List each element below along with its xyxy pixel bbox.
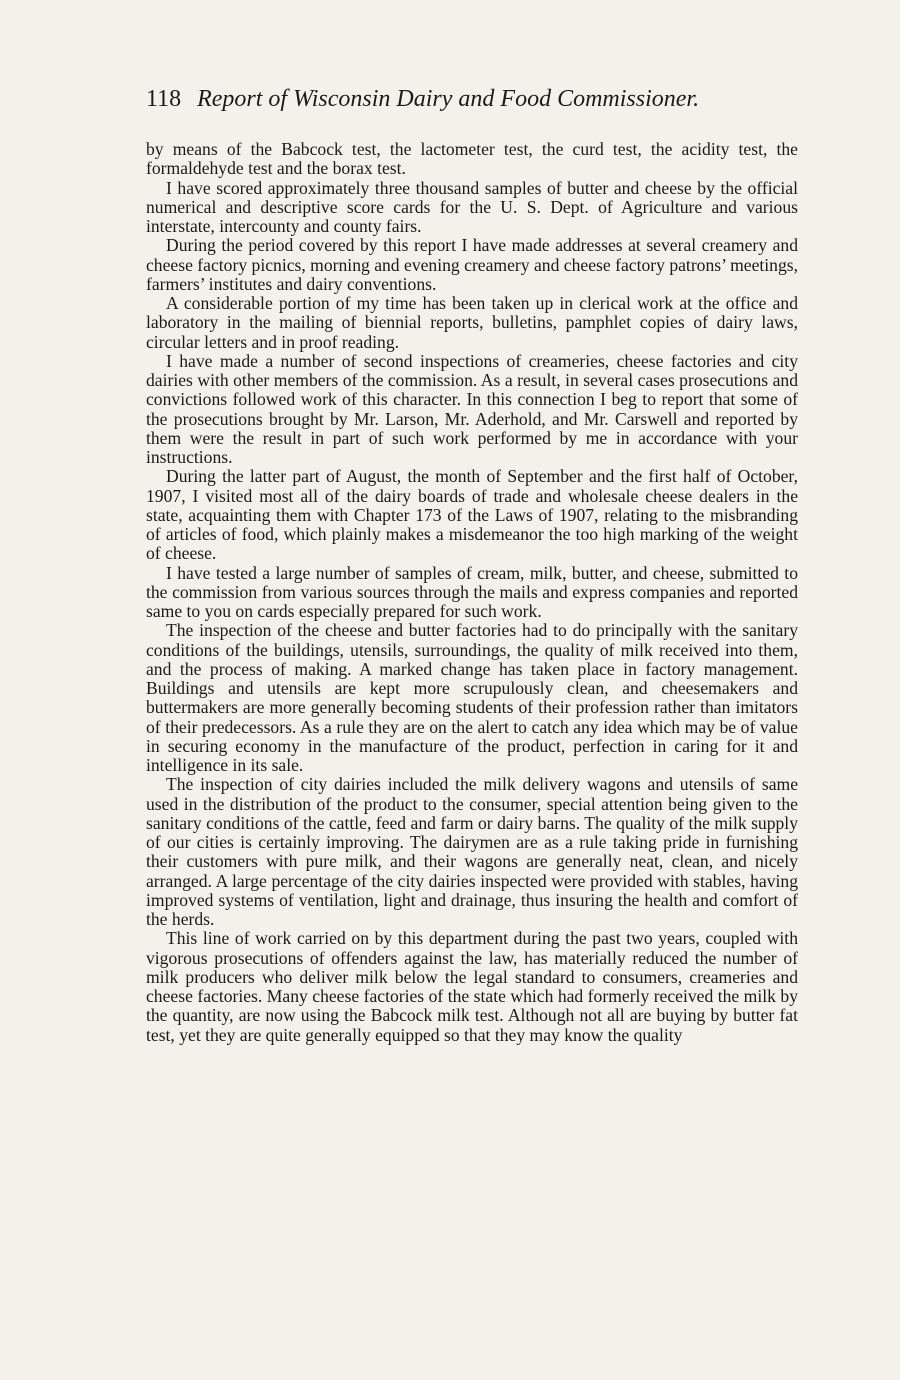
running-title: Report of Wisconsin Dairy and Food Commissioner. bbox=[197, 86, 700, 112]
paragraph: by means of the Babcock test, the lactometer test, the curd test, the acidity test, the formaldehyde test and the borax test. bbox=[146, 139, 798, 179]
paragraph: The inspection of the cheese and butter factories had to do principally with the sanitary conditions of the buildings, utensils, surroundings, the quality of milk received into them, and the process of making. A marked change has taken place in factory management. Buildings and utensils are kept more scrupulously clean, and cheesemakers and buttermakers are more generally becoming students of their profession rather than imitators of their predecessors. As a rule they are on the alert to catch any idea which may be of value in securing economy in the manufacture of the product, perfection in caring for it and intelligence in its sale. bbox=[146, 620, 798, 775]
paragraph: During the latter part of August, the month of September and the first half of October, 1907, I visited most all of the dairy boards of trade and wholesale cheese dealers in the state, acquainting them with Chapter 173 of the Laws of 1907, relating to the misbranding of articles of food, which plainly makes a misdemeanor the too high marking of the weight of cheese. bbox=[146, 466, 798, 564]
paragraph: I have made a number of second inspections of creameries, cheese factories and city dairies with other members of the commission. As a result, in several cases prosecutions and convictions followed work of this character. In this connection I beg to report that some of the prosecutions brought by Mr. Larson, Mr. Aderhold, and Mr. Carswell and reported by them were the result in part of such work performed by me in accordance with your instructions. bbox=[146, 350, 798, 467]
paragraph: This line of work carried on by this department during the past two years, coupled with vigorous prosecutions of offenders against the law, has materially reduced the number of milk producers who deliver milk below the legal standard to consumers, creameries and cheese factories. Many cheese factories of the state which had formerly received the milk by the quantity, are now using the Babcock milk test. Although not all are buying by butter fat test, yet they are quite generally equipped so that they may know the quality bbox=[146, 928, 798, 1045]
body-text bbox=[146, 140, 798, 1045]
paragraph: I have scored approximately three thousand samples of butter and cheese by the official numerical and descriptive score cards for the U. S. Dept. of Agriculture and various interstate, intercounty and county fairs. bbox=[146, 177, 798, 236]
paragraph: A considerable portion of my time has been taken up in clerical work at the office and laboratory in the mailing of biennial reports, bulletins, pamphlet copies of dairy laws, circular letters and in proof reading. bbox=[146, 293, 798, 352]
page-number: 118 bbox=[146, 86, 182, 112]
running-header bbox=[146, 84, 806, 114]
paragraph: During the period covered by this report I have made addresses at several creamery and cheese factory picnics, morning and evening creamery and cheese factory patrons’ meetings, farmers’ institutes and dairy conventions. bbox=[146, 235, 798, 294]
paragraph: The inspection of city dairies included the milk delivery wagons and utensils of same used in the distribution of the product to the consumer, special attention being given to the sanitary conditions of the cattle, feed and farm or dairy barns. The quality of the milk supply of our cities is certainly improving. The dairymen are as a rule taking pride in furnishing their customers with pure milk, and their wagons are generally neat, clean, and nicely arranged. A large percentage of the city dairies inspected were provided with stables, having improved systems of ventilation, light and drainage, thus insuring the health and comfort of the herds. bbox=[146, 774, 798, 929]
paragraph: I have tested a large number of samples of cream, milk, butter, and cheese, submitted to the commission from various sources through the mails and express companies and reported same to you on cards especially prepared for such work. bbox=[146, 562, 798, 621]
